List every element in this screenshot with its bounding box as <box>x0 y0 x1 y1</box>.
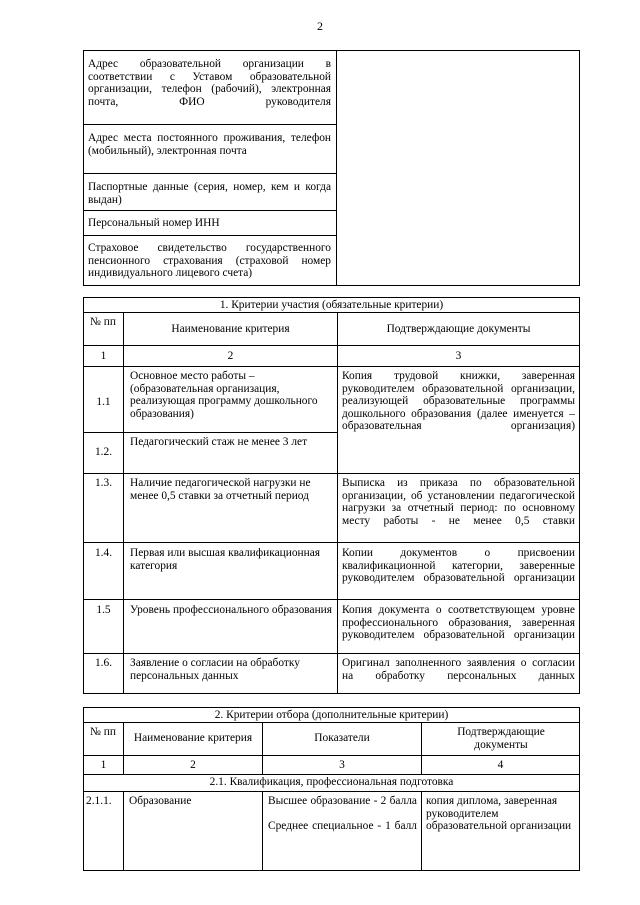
table2-colnum: 2 <box>190 759 196 771</box>
table1-row-doc: Копии документов о присвоении квалификационной категории, заверенные руководителем образовательной организации <box>342 547 575 585</box>
table2-row-name: Образование <box>129 795 192 807</box>
table1-row-name: Наличие педагогической нагрузки не менее 0,5 ставки за отчетный период <box>130 477 311 502</box>
table1-row-num: 1.4. <box>94 547 113 559</box>
table2-border-right <box>579 707 580 871</box>
table1-row-divider <box>83 599 580 600</box>
table1-header-divider <box>83 345 580 346</box>
table1-row-num: 1.2. <box>94 446 113 458</box>
table1-header-docs: Подтверждающие документы <box>386 323 531 335</box>
table1-row-name: Уровень профессионального образования <box>130 604 333 616</box>
table2-colnum: 4 <box>497 759 504 771</box>
table2-row-indicator: Среднее специальное - 1 балл <box>268 820 417 832</box>
info-label-passport: Паспортные данные (серия, номер, кем и когда выдан) <box>88 181 331 206</box>
info-table-column-divider <box>336 50 337 286</box>
table2-colnum: 3 <box>339 759 345 771</box>
table2-border-top <box>83 707 580 708</box>
table2-section-title: 2.1. Квалификация, профессиональная подготовка <box>209 776 454 788</box>
table1-row-doc: Копия документа о соответствующем уровне профессионального образования, заверенная руководителем образовательной организации <box>342 604 575 642</box>
info-table-border-right <box>579 50 580 286</box>
table2-header-divider <box>83 755 580 756</box>
info-table-row-divider <box>83 235 336 236</box>
info-label-insurance: Страховое свидетельство государственного пенсионного страхования (страховой номер индивидуального лицевого счета) <box>88 242 331 280</box>
table1-row-num: 1.1 <box>96 396 111 408</box>
info-table-row-divider <box>83 210 336 211</box>
table1-row-divider <box>83 542 580 543</box>
table2-border-left <box>83 707 84 871</box>
info-table-row-divider <box>83 173 336 174</box>
table2-border-bottom <box>83 870 580 871</box>
table2-numbers-divider <box>83 774 580 775</box>
table1-colnum: 1 <box>100 350 107 362</box>
table2-row-indicator: Высшее образование - 2 балла <box>268 795 417 807</box>
table1-row-divider <box>83 653 580 654</box>
table2-row-num: 2.1.1. <box>86 795 112 807</box>
info-label-org-address: Адрес образовательной организации в соответствии с Уставом образовательной организации, телефон (рабочий), электронная почта, ФИО руководителя <box>88 58 331 108</box>
table1-row-num: 1.5 <box>96 604 111 616</box>
table2-title: 2. Критерии отбора (дополнительные критерии) <box>214 709 449 721</box>
table1-row-doc: Выписка из приказа по образовательной организации, об установлении педагогической нагрузки за отчетный период: по основному месту работы - не менее 0,5 ставки <box>342 477 575 527</box>
info-table-border-left <box>83 50 84 286</box>
table2-colnum: 1 <box>100 759 107 771</box>
table2-column-divider <box>123 791 124 871</box>
info-label-home-address: Адрес места постоянного проживания, телефон (мобильный), электронная почта <box>88 132 331 157</box>
table1-border-top <box>83 297 580 298</box>
info-table-row-divider <box>83 124 336 125</box>
table1-border-right <box>579 297 580 694</box>
table2-row-doc: копия диплома, заверенная руководителем образовательной организации <box>426 795 572 833</box>
table1-colnum: 3 <box>455 350 462 362</box>
page-number: 2 <box>317 19 323 33</box>
table1-numbers-divider <box>83 366 580 367</box>
table2-column-divider <box>262 791 263 871</box>
table1-row-name: Основное место работы – (образовательная организация, реализующая программу дошкольного образования) <box>130 370 318 420</box>
table2-column-divider <box>421 791 422 871</box>
info-label-inn: Персональный номер ИНН <box>88 217 220 229</box>
table1-colnum: 2 <box>227 350 234 362</box>
table1-column-divider <box>337 312 338 694</box>
table1-merged-doc: Копия трудовой книжки, заверенная руководителем образовательной организации, реализующей образовательные программы дошкольного образования (далее именуется – образовательная организация) <box>342 370 575 433</box>
table1-row-name: Педагогический стаж не менее 3 лет <box>130 436 308 448</box>
table1-row-num: 1.3. <box>94 477 113 489</box>
table1-row-divider <box>83 473 580 474</box>
table1-row-doc: Оригинал заполненного заявления о согласии на обработку персональных данных <box>342 657 575 682</box>
table2-header-docs: Подтверждающие документы <box>457 726 545 751</box>
table1-title: 1. Критерии участия (обязательные критерии) <box>219 299 444 311</box>
table2-header-indicators: Показатели <box>314 732 370 744</box>
table1-column-divider <box>123 312 124 694</box>
table2-title-divider <box>83 722 580 723</box>
table1-row-divider <box>83 432 337 433</box>
table1-header-name: Наименование критерия <box>171 323 290 335</box>
table1-header-num: № пп <box>90 316 116 328</box>
table1-border-bottom <box>83 693 580 694</box>
table2-section-divider <box>83 791 580 792</box>
table1-title-divider <box>83 312 580 313</box>
table1-row-name: Заявление о согласии на обработку персональных данных <box>130 657 300 682</box>
table1-row-num: 1.6. <box>94 657 113 669</box>
info-table-border-bottom <box>83 285 580 286</box>
table2-header-name: Наименование критерия <box>133 732 253 744</box>
table1-row-name: Первая или высшая квалификационная категория <box>130 547 321 572</box>
table2-header-num: № пп <box>90 726 116 738</box>
info-table-border-top <box>83 50 580 51</box>
